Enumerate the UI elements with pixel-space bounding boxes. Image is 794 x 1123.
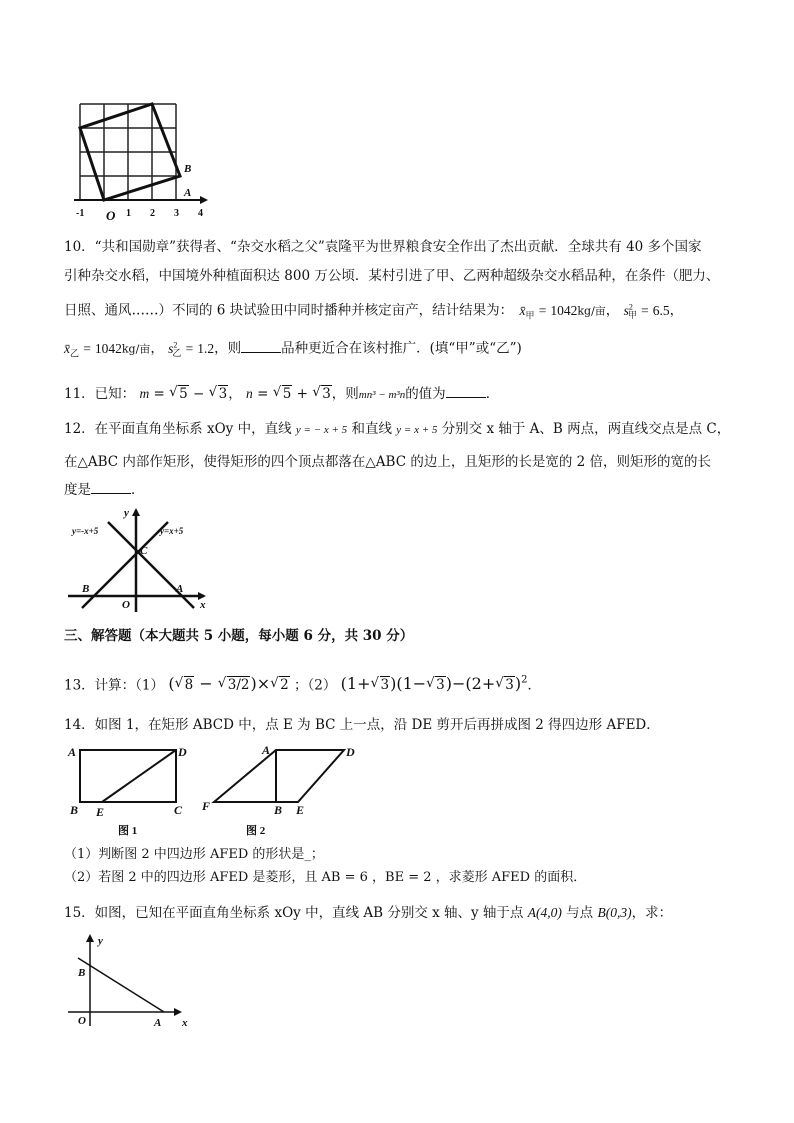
q14-figure1 xyxy=(64,740,194,840)
q10-var-jia: $s^2_甲 = 6.5$ xyxy=(623,302,670,321)
q10-line1: 10．“共和国勋章”获得者、“杂交水稻之父”袁隆平为世界粮食安全作出了杰出贡献．全球共有 40 多个国家 xyxy=(64,239,702,255)
q9-tick-2: 2 xyxy=(150,208,155,219)
q14-fig1-label-e: E xyxy=(96,805,105,819)
q12-answer-blank[interactable] xyxy=(91,479,131,494)
q11-var-n: n xyxy=(246,386,253,401)
q15-figure-svg xyxy=(64,930,194,1030)
q10-mean-yi: $x̄_乙 = 1042$ xyxy=(64,340,122,359)
q9-tick-origin: O xyxy=(106,208,116,223)
q12-figure xyxy=(64,504,214,616)
q14-figure2 xyxy=(198,740,378,840)
q12-line3: 度是 ． xyxy=(64,479,145,500)
q14-part2: （2）若图 2 中的四边形 AFED 是菱形，且 AB = 6 ，BE = 2 ，求菱形 AFED 的面积． xyxy=(64,870,587,885)
q15-figure xyxy=(64,930,194,1030)
q15-label-a: A xyxy=(154,1017,162,1029)
q11-line: 11．已知： m = √ 5 − √ 3， n = √ 5 + √ 3，则mn³ − m³n的值为 ． xyxy=(64,384,500,402)
q15-point-b: B(0,3) xyxy=(597,905,632,920)
q15-label-b: B xyxy=(78,967,86,979)
q9-label-a: A xyxy=(184,187,192,199)
q14-fig2-label-e: E xyxy=(296,803,305,817)
q12-line1: 12．在平面直角坐标系 xOy 中，直线 y = − x + 5 和直线 y = x + 5 分别交 x 轴于 A、B 两点，两直线交点是点 C， xyxy=(64,421,731,437)
q12-figure-svg xyxy=(64,504,214,616)
q14-fig1-label-c: C xyxy=(174,803,183,817)
q9-label-b: B xyxy=(184,163,192,175)
q10-unit-2: kg/亩 xyxy=(121,342,151,356)
section3-heading: 三、解答题（本大题共 5 小题，每小题 6 分，共 30 分） xyxy=(64,628,414,644)
q13-expr1: ( √ 8 − √ 3/2)× √ 2 xyxy=(168,674,289,694)
q14-fig2-label-d: D xyxy=(346,745,355,759)
q11-sqrt5-b: √ 5 xyxy=(272,384,292,402)
q9-grid-figure xyxy=(66,98,216,226)
q12-line-eq1: y = − x + 5 xyxy=(295,424,348,436)
q12-label-left-line: y=-x+5 xyxy=(72,526,99,536)
q14-figure1-svg xyxy=(64,740,194,840)
q9-tick-4: 4 xyxy=(198,208,203,219)
q12-label-right-line: y=x+5 xyxy=(160,526,184,536)
q11-sqrt5-a: √ 5 xyxy=(169,384,188,402)
q11-answer-blank[interactable] xyxy=(446,383,486,398)
q9-tick-1: 1 xyxy=(126,208,131,219)
q14-figure2-svg xyxy=(198,740,378,840)
q10-line3: 日照、通风……）不同的 6 块试验田中同时播种并核定亩产，结计结果为： $x̄_甲 = 1042kg/$亩， $s^2_甲 = 6.5$， xyxy=(64,302,684,321)
q9-tick-3: 3 xyxy=(174,208,179,219)
q14-fig2-label-a: A xyxy=(262,743,271,757)
q12-line-eq2: y = x + 5 xyxy=(396,424,438,436)
q14-fig1-label-d: D xyxy=(178,745,187,759)
q13-expr2: (1+ √ 3)(1− √ 3)−(2+ √ 3)$^2$ xyxy=(340,674,528,694)
q10-mean-jia: $x̄_甲 = 1042$ xyxy=(519,302,578,321)
q10-line4: $x̄_乙 = 1042kg/$亩， $s^2_乙 = 1.2$，则 品种更近合在该村推广．(填“甲”或“乙”) xyxy=(64,335,522,363)
q14-part1: （1）判断图 2 中四边形 AFED 的形状是_； xyxy=(64,847,324,862)
q11-expr: mn³ − m³n xyxy=(358,389,406,401)
q14-fig1-label-a: A xyxy=(68,745,77,759)
q11-sqrt3-a: √ 3 xyxy=(208,384,228,402)
q14-fig2-label-f: F xyxy=(202,799,211,813)
q15-label-y: y xyxy=(98,935,103,947)
q9-tick-neg1: -1 xyxy=(76,208,85,219)
q11-var-m: m xyxy=(139,386,150,401)
q13-line: 13．计算：（1） ( √ 8 − √ 3/2)× √ 2 ；（2） (1+ √ 3)(1− √ 3)−(2+ √ 3)$^2$． xyxy=(64,674,541,694)
q14-fig1-label-b: B xyxy=(70,803,79,817)
q12-label-a: A xyxy=(176,583,184,595)
q12-line2: 在△ABC 内部作矩形，使得矩形的四个顶点都落在△ABC 的边上，且矩形的长是宽的 2 倍，则矩形的宽的长 xyxy=(64,454,712,470)
q12-label-y: y xyxy=(124,507,129,519)
q15-label-o: O xyxy=(78,1015,86,1027)
q11-prefix: 11．已知： xyxy=(64,386,136,402)
q12-label-b: B xyxy=(82,583,90,595)
q12-label-c: C xyxy=(140,545,148,557)
q14-fig2-caption: 图 2 xyxy=(246,825,266,837)
q12-label-x: x xyxy=(200,599,206,611)
q10-answer-blank[interactable] xyxy=(241,338,281,353)
q14-fig1-caption: 图 1 xyxy=(118,825,138,837)
q12-label-o: O xyxy=(122,599,130,611)
q15-line1: 15．如图，已知在平面直角坐标系 xOy 中，直线 AB 分别交 x 轴、y 轴于点 A(4,0) 与点 B(0,3)，求： xyxy=(64,905,673,921)
q11-sqrt3-b: √ 3 xyxy=(312,384,331,402)
q10-line3-text: 日照、通风……）不同的 6 块试验田中同时播种并核定亩产，结计结果为： xyxy=(64,302,514,319)
q10-line2: 引种杂交水稻，中国境外种植面积达 800 万公顷．某村引进了甲、乙两种超级杂交水稻品种，在条件（肥力、 xyxy=(64,268,720,284)
q15-point-a: A(4,0) xyxy=(527,905,562,920)
q14-line1: 14．如图 1，在矩形 ABCD 中，点 E 为 BC 上一点，沿 DE 剪开后再拼成图 2 得四边形 AFED． xyxy=(64,717,660,733)
q10-line4-tail: 品种更近合在该村推广．(填“甲”或“乙”) xyxy=(281,340,522,357)
q15-label-x: x xyxy=(182,1017,188,1029)
q10-var-yi: $s^2_乙 = 1.2$ xyxy=(168,340,215,359)
q10-unit-1: kg/亩 xyxy=(577,304,606,318)
q14-fig2-label-b: B xyxy=(274,803,283,817)
q9-grid-svg xyxy=(66,98,216,226)
